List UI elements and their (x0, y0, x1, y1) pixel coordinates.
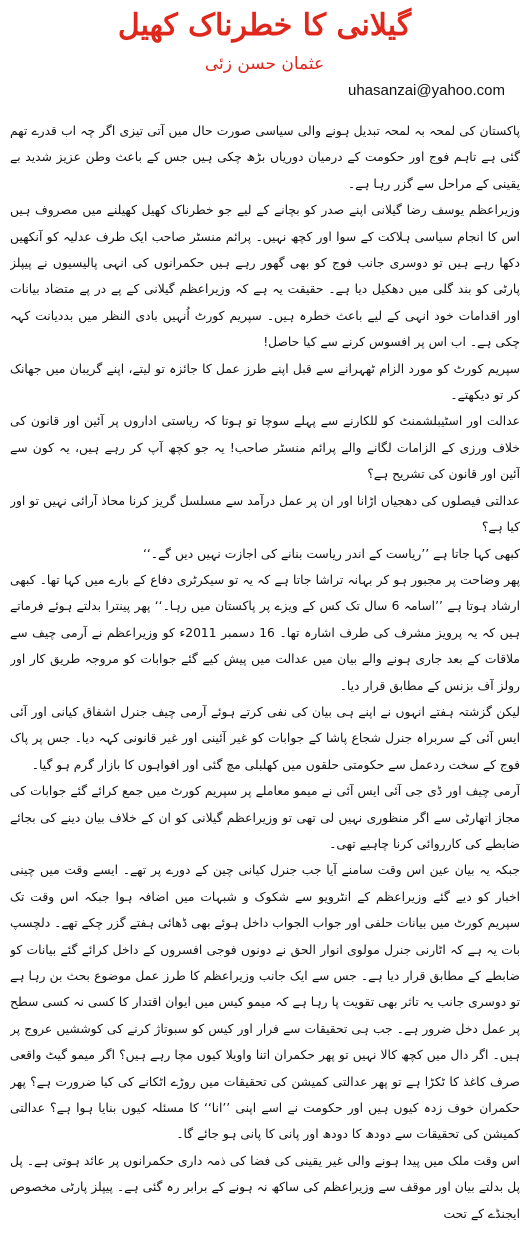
article-title: گیلانی کا خطرناک کھیل (117, 8, 412, 43)
paragraph: پھر وضاحت پر مجبور ہو کر بہانہ تراشا جاتا ہے کہ یہ تو سیکرٹری دفاع کے بارے میں کہا تھا۔ کبھی ارشاد ہوتا ہے ’’اسامہ 6 سال تک کس کے ویزے پر پاکستان میں رہا۔‘‘ پھر پینترا بدلتے ہوئے فرماتے ہیں کہ یہ پرویز مشرف کی طرف اشارہ تھا۔ 16 دسمبر 2011ء کو وزیراعظم نے آرمی چیف سے ملاقات کے بعد جاری ہونے والے بیان میں عدالت میں پیش کیے گئے جوابات کو مروجہ طریق کار اور رولز آف بزنس کے مطابق قرار دیا۔ (10, 572, 520, 693)
paragraph: آرمی چیف اور ڈی جی آئی ایس آئی نے میمو معاملے پر سپریم کورٹ میں جمع کرائے گئے جوابات کی مجاز اتھارٹی سے اگر منظوری نہیں لی تھی تو وزیراعظم گیلانی کو ان کے خلاف بیان دینے کی بجائے ضابطے کی کارروائی کرنا چاہیے تھی۔ (10, 784, 520, 851)
article-body (10, 118, 520, 1254)
paragraph: سپریم کورٹ کو مورد الزام ٹھہرانے سے قبل اپنے طرز عمل کا جائزہ تو لیتے، اپنے گریبان میں جھانک کر تو دیکھتے۔ (10, 361, 520, 403)
paragraph: کبھی کہا جاتا ہے ’’ریاست کے اندر ریاست بنانے کی اجازت نہیں دیں گے۔‘‘ (142, 546, 520, 561)
paragraph: پاکستان کی لمحہ بہ لمحہ تبدیل ہونے والی سیاسی صورت حال میں آتی تیزی اگر چہ اب قدرے تھم گئی ہے تاہم فوج اور حکومت کے درمیان دوریاں بڑھ چکی ہیں جس کے باعث وطن عزیز شدید بے یقینی کے مراحل سے گزر رہا ہے۔ (10, 124, 520, 191)
paragraph: اس وقت ملک میں پیدا ہونے والی غیر یقینی کی فضا کی ذمہ داری حکمرانوں پر عائد ہوتی ہے۔ پل پل بدلتے بیان اور موقف سے وزیراعظم کی ساکھ نہ ہونے کے برابر رہ گئی ہے۔ پیپلز پارٹی مخصوص ایجنڈے کے تحت (10, 1153, 520, 1221)
author-email[interactable]: uhasanzai@yahoo.com (348, 82, 505, 99)
paragraph: وزیراعظم یوسف رضا گیلانی اپنے صدر کو بچانے کے لیے جو خطرناک کھیل کھیلنے میں مصروف ہیں اس کا انجام سیاسی ہلاکت کے سوا اور کچھ نہیں۔ پرائم منسٹر صاحب ایک طرف عدلیہ کو آنکھیں دکھا رہے ہیں تو دوسری جانب فوج کو بھی گھور رہے ہیں حکمرانوں کی انہی پالیسیوں نے پیپلز پارٹی کو بند گلی میں دھکیل دیا ہے۔ حقیقت یہ ہے کہ وزیراعظم گیلانی کے پے در پے متضاد بیانات اور اقدامات خود انہی کے لیے باعث خطرہ ہیں۔ سپریم کورٹ اُنہیں بادی النظر میں بددیانت کہہ چکی ہے۔ اب اس پر افسوس کرنے سے کیا حاصل! (10, 203, 520, 350)
paragraph: عدالت اور اسٹیبلشمنٹ کو للکارنے سے پہلے سوچا تو ہوتا کہ ریاستی اداروں پر آئین اور قانون کی خلاف ورزی کے الزامات لگانے والے پرائم منسٹر صاحب! یہ جو کچھ آپ کر رہے ہیں، یہ کون سے آئین اور قانون کی تشریح ہے؟ (10, 414, 520, 482)
paragraph: عدالتی فیصلوں کی دھجیاں اڑانا اور ان پر عمل درآمد سے مسلسل گریز کرنا محاذ آرائی نہیں تو اور کیا ہے؟ (10, 493, 520, 535)
author-name: عثمان حسن زئی (204, 54, 325, 74)
paragraph: جبکہ یہ بیان عین اس وقت سامنے آیا جب جنرل کیانی چین کے دورے پر تھے۔ ایسے وقت میں چینی اخبار کو دیے گئے وزیراعظم کے انٹرویو سے شکوک و شبہات میں اضافہ ہوا جبکہ اس وقت تک سپریم کورٹ میں بیانات حلفی اور جواب الجواب داخل ہوئے بھی ڈھائی ہفتے گزر چکے تھے۔ دلچسپ بات یہ ہے کہ اٹارنی جنرل مولوی انوار الحق نے دونوں فوجی افسروں کے داخل کرائے گئے بیانات کو ضابطے کے مطابق قرار دیا ہے۔ جس سے ایک جانب وزیراعظم کا طرز عمل موضوع بحث بن رہا ہے تو دوسری جانب یہ تاثر بھی تقویت پا رہا ہے کہ میمو کیس میں ایوان اقتدار کا کسی نہ کسی سطح پر عمل دخل ضرور ہے۔ جب ہی تحقیقات سے فرار اور کیس کو سبوتاژ کرنے کی کوششیں عروج پر ہیں۔ اگر دال میں کچھ کالا نہیں تو پھر حکمران اتنا واویلا کیوں مچا رہے ہیں؟ اگر میمو گیٹ واقعی صرف کاغذ کا ٹکڑا ہے تو پھر عدالتی کمیشن کی تحقیقات میں روڑے اٹکانے کی کیا ضرورت ہے؟ پھر حکمران خوف زدہ کیوں ہیں اور حکومت نے اسے اپنی ’’انا‘‘ کا مسئلہ کیوں بنایا ہوا ہے؟ عدالتی کمیشن کی تحقیقات سے دودھ کا دودھ اور پانی کا پانی ہو جائے گا۔ (10, 863, 520, 1142)
paragraph: لیکن گزشتہ ہفتے انہوں نے اپنے ہی بیان کی نفی کرتے ہوئے آرمی چیف جنرل اشفاق کیانی اور آئی ایس آئی کے سربراہ جنرل شجاع پاشا کے جوابات کو غیر آئینی اور غیر قانونی کہہ دیا۔ جس پر پاک فوج کے سخت ردعمل سے حکومتی حلقوں میں کھلبلی مچ گئی اور افواہوں کا بازار گرم ہو گیا۔ (10, 704, 520, 772)
